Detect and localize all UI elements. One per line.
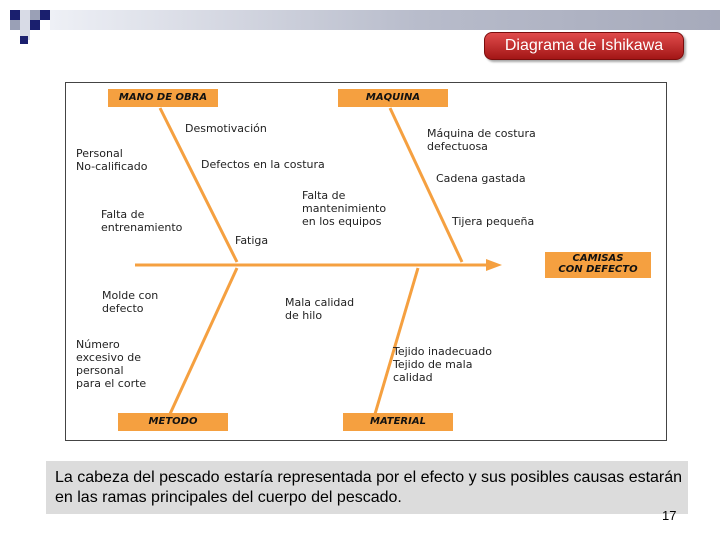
cause-tejido: Tejido inadecuado Tejido de mala calidad bbox=[393, 345, 492, 384]
slide-title: Diagrama de Ishikawa bbox=[484, 32, 684, 60]
cause-molde: Molde con defecto bbox=[102, 289, 159, 315]
category-material: MATERIAL bbox=[343, 413, 453, 431]
cause-desmotivacion: Desmotivación bbox=[185, 122, 267, 135]
cause-falta-entrenamiento: Falta de entrenamiento bbox=[101, 208, 183, 234]
bone-material bbox=[375, 268, 418, 414]
spine-arrowhead bbox=[486, 259, 502, 271]
category-metodo: METODO bbox=[118, 413, 228, 431]
cause-personal: Personal No-calificado bbox=[76, 147, 148, 173]
cause-fatiga: Fatiga bbox=[235, 234, 269, 247]
effect-box: CAMISAS CON DEFECTO bbox=[545, 252, 651, 278]
category-mano-de-obra: MANO DE OBRA bbox=[108, 89, 218, 107]
caption-text: La cabeza del pescado estaría representada por el efecto y sus posibles causas estarán en las ramas principales del cuerpo del pescado. bbox=[55, 469, 683, 506]
cause-falta-mantenimiento: Falta de mantenimiento en los equipos bbox=[302, 189, 387, 228]
cause-cadena: Cadena gastada bbox=[436, 172, 526, 185]
cause-maquina-costura: Máquina de costura defectuosa bbox=[427, 127, 536, 153]
cause-numero-excesivo: Número excesivo de personal para el corte bbox=[76, 338, 147, 390]
cause-defectos-costura: Defectos en la costura bbox=[201, 158, 325, 171]
cause-mala-calidad: Mala calidad de hilo bbox=[285, 296, 355, 322]
category-maquina: MAQUINA bbox=[338, 89, 448, 107]
cause-tijera: Tijera pequeña bbox=[452, 215, 535, 228]
page-number: 17 bbox=[662, 508, 677, 523]
bone-metodo bbox=[170, 268, 237, 414]
